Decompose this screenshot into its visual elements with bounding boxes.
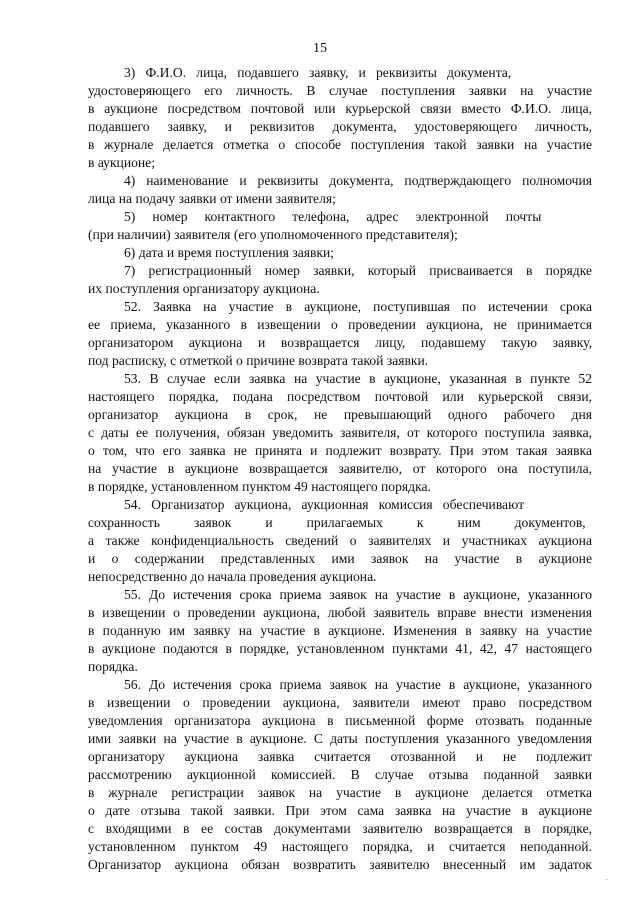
text-line: 6) дата и время поступления заявки; (124, 245, 335, 260)
text-line: в извещении о проведении аукциона, заявители имеют право посредством (88, 695, 592, 710)
text-line: ее приема, указанного в извещении о проведении аукциона, не принимается (88, 317, 592, 332)
text-line: в извещении о проведении аукциона, любой заявитель вправе внести изменения (88, 605, 592, 620)
scan-speck (606, 879, 607, 880)
text-line: и о содержании представленных ими заявок на участие в аукционе (88, 551, 592, 566)
text-line: организатором аукциона и возвращается лицу, подавшему такую заявку, (88, 335, 592, 350)
text-line: в аукционе посредством почтовой или курьерской связи вместо Ф.И.О. лица, (88, 101, 592, 116)
text-line: удостоверяющего его личность. В случае поступления заявки на участие (88, 83, 592, 98)
text-line: порядка. (88, 659, 138, 674)
text-line: организатор аукциона в срок, не превышающий одного рабочего дня (88, 407, 592, 422)
text-line: (при наличии) заявителя (его уполномоченного представителя); (88, 227, 458, 242)
document-body (88, 64, 592, 874)
text-line: настоящего порядка, подана посредством почтовой или курьерской связи, (88, 389, 592, 404)
text-line: организатору аукциона заявка считается отозванной и не подлежит (88, 749, 592, 764)
text-line: 5) номер контактного телефона, адрес электронной почты (124, 209, 542, 224)
page-number: 15 (313, 41, 327, 56)
text-line: 3) Ф.И.О. лица, подавшего заявку, и реквизиты документа, (124, 65, 512, 80)
text-line: сохранность заявок и прилагаемых к ним документов, (88, 515, 586, 530)
text-line: в аукционе; (88, 155, 155, 170)
text-line: в журнале регистрации заявок на участие в аукционе делается отметка (88, 785, 592, 800)
text-line: их поступления организатору аукциона. (88, 281, 320, 296)
text-line: 52. Заявка на участие в аукционе, поступившая по истечении срока (124, 299, 592, 314)
text-line: в аукционе подаются в порядке, установленном пунктами 41, 42, 47 настоящего (88, 641, 592, 656)
text-line: 7) регистрационный номер заявки, который присваивается в порядке (124, 263, 592, 278)
text-line: о том, что его заявка не принята и подлежит возврату. При этом такая заявка (88, 443, 592, 458)
text-line: ими заявки на участие в аукционе. С даты поступления указанного уведомления (88, 731, 592, 746)
text-line: под расписку, с отметкой о причине возврата такой заявки. (88, 353, 429, 368)
text-line: а также конфиденциальность сведений о заявителях и участниках аукциона (88, 533, 592, 548)
text-line: рассмотрению аукционной комиссией. В случае отзыва поданной заявки (88, 767, 592, 782)
text-line: 4) наименование и реквизиты документа, подтверждающего полномочия (124, 173, 592, 188)
text-line: установленном пунктом 49 настоящего порядка, и считается неподанной. (88, 839, 592, 854)
text-line: подавшего заявку, и реквизитов документа, удостоверяющего личность, (88, 119, 592, 134)
text-line: 53. В случае если заявка на участие в аукционе, указанная в пункте 52 (124, 371, 592, 386)
text-line: в поданную им заявку на участие в аукционе. Изменения в заявку на участие (88, 623, 592, 638)
text-line: в порядке, установленном пунктом 49 настоящего порядка. (88, 479, 431, 494)
text-line: Организатор аукциона обязан возвратить заявителю внесенный им задаток (88, 857, 592, 872)
text-line: 54. Организатор аукциона, аукционная комиссия обеспечивают (124, 497, 525, 512)
text-line: непосредственно до начала проведения аукциона. (88, 569, 377, 584)
text-line: в журнале делается отметка о способе поступления такой заявки на участие (88, 137, 592, 152)
text-line: лица на подачу заявки от имени заявителя; (88, 191, 336, 206)
text-line: о дате отзыва такой заявки. При этом сама заявка на участие в аукционе (88, 803, 592, 818)
text-line: уведомления организатора аукциона в письменной форме отозвать поданные (88, 713, 592, 728)
text-line: с даты ее получения, обязан уведомить заявителя, от которого поступила заявка, (88, 425, 592, 440)
text-line: 56. До истечения срока приема заявок на участие в аукционе, указанного (124, 677, 592, 692)
text-line: 55. До истечения срока приема заявок на участие в аукционе, указанного (124, 587, 592, 602)
text-line: с входящими в ее состав документами заявителю возвращается в порядке, (88, 821, 592, 836)
text-line: на участие в аукционе возвращается заявителю, от которого она поступила, (88, 461, 592, 476)
